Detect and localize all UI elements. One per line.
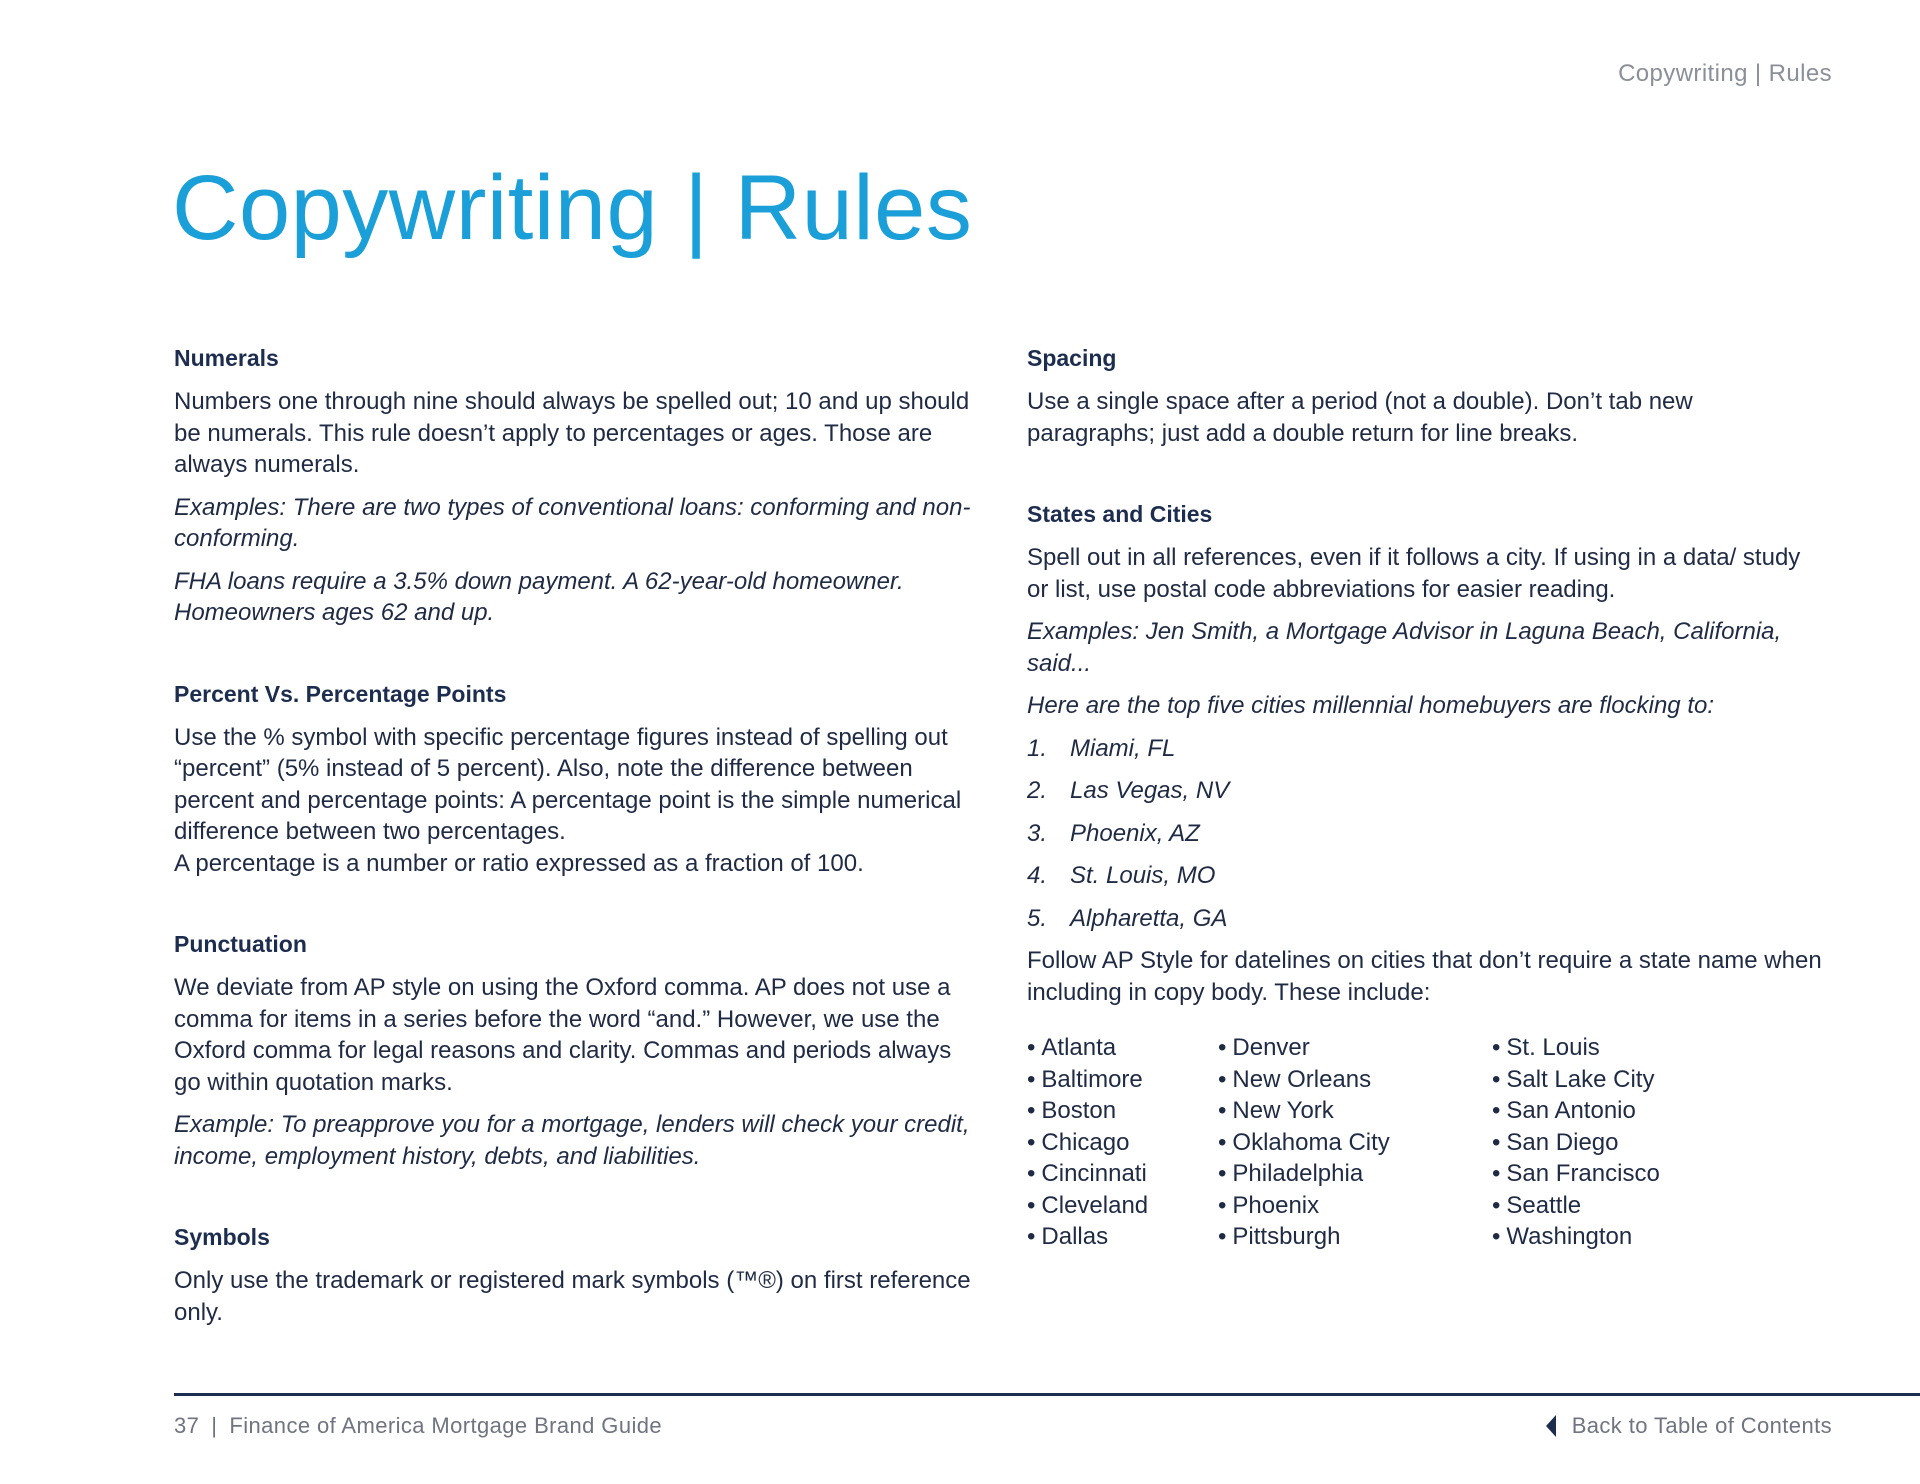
bullet: • [1027, 1128, 1036, 1156]
list-item [1218, 1064, 1492, 1096]
city-name: Seattle [1506, 1191, 1582, 1219]
running-header: Copywriting | Rules [1618, 60, 1832, 87]
city-name: Cleveland [1041, 1191, 1149, 1219]
dateline-cities [1027, 1032, 1827, 1253]
section-numerals [174, 342, 984, 629]
section-heading-symbols: Symbols [174, 1224, 270, 1250]
bullet: • [1492, 1065, 1501, 1093]
bullet: • [1218, 1128, 1227, 1156]
city-name: Alpharetta, GA [1070, 904, 1228, 932]
list-number: 3. [1027, 819, 1048, 847]
list-number: 4. [1027, 862, 1048, 889]
list-item [1027, 1190, 1218, 1222]
list-item [1492, 1221, 1792, 1253]
city-name: Atlanta [1041, 1034, 1117, 1061]
city-name: Cincinnati [1041, 1160, 1147, 1187]
section-heading-percent: Percent Vs. Percentage Points [174, 680, 507, 707]
city-name: Las Vegas, NV [1070, 777, 1230, 804]
numerals-body: Numbers one through nine should always be spelled out; 10 and up should be numerals. This rule doesn’t apply to percentages or ages. Those are always numerals. [174, 388, 970, 478]
list-item [1027, 1064, 1218, 1096]
list-item [1027, 733, 1827, 765]
bullet: • [1218, 1034, 1227, 1061]
bullet: • [1218, 1191, 1227, 1219]
page-number: 37 [174, 1413, 200, 1438]
dateline-city-column-3 [1492, 1032, 1792, 1253]
city-name: Oklahoma City [1232, 1128, 1390, 1156]
punctuation-body: We deviate from AP style on using the Oxford comma. AP does not use a comma for items in a series before the word “and.” However, we use the Oxford comma for legal reasons and clarity. Commas and periods always go within quotation marks. [174, 974, 952, 1096]
list-number: 1. [1027, 734, 1048, 762]
list-item [1027, 860, 1827, 892]
footer-divider [174, 1393, 1920, 1396]
dateline-city-column-1 [1027, 1032, 1218, 1253]
dateline-city-column-2 [1218, 1032, 1492, 1253]
bullet: • [1492, 1223, 1501, 1250]
city-name: Dallas [1041, 1223, 1109, 1250]
city-name: San Francisco [1506, 1160, 1660, 1187]
bullet: • [1027, 1223, 1036, 1250]
right-column [1027, 342, 1827, 1302]
punctuation-example: Example: To preapprove you for a mortgage, lenders will check your credit, income, employment history, debts, and liabilities. [174, 1111, 970, 1170]
section-percent [174, 678, 984, 880]
caret-left-icon [1546, 1415, 1556, 1437]
city-name: St. Louis [1506, 1034, 1600, 1061]
list-item [1027, 818, 1827, 850]
bullet: • [1492, 1097, 1501, 1124]
city-name: Philadelphia [1232, 1160, 1364, 1187]
list-item [1492, 1158, 1792, 1190]
states-example-1: Examples: Jen Smith, a Mortgage Advisor in Laguna Beach, California, said... [1027, 618, 1782, 677]
list-item [1492, 1095, 1792, 1127]
footer-page-info [174, 1413, 662, 1439]
city-name: Washington [1506, 1223, 1633, 1250]
section-heading-punctuation: Punctuation [174, 931, 307, 957]
page-title: Copywriting | Rules [172, 157, 973, 259]
states-example-2: Here are the top five cities millennial homebuyers are flocking to: [1027, 692, 1714, 719]
city-name: Baltimore [1041, 1065, 1143, 1093]
city-name: New Orleans [1232, 1065, 1372, 1093]
section-heading-numerals: Numerals [174, 345, 279, 371]
list-item [1492, 1190, 1792, 1222]
bullet: • [1218, 1223, 1227, 1250]
list-number: 5. [1027, 904, 1048, 932]
bullet: • [1218, 1097, 1227, 1124]
list-item [1027, 1032, 1218, 1064]
footer-separator: | [211, 1413, 218, 1438]
list-item [1027, 1095, 1218, 1127]
city-name: Miami, FL [1070, 734, 1176, 762]
bullet: • [1027, 1034, 1036, 1061]
bullet: • [1027, 1065, 1036, 1093]
city-name: Boston [1041, 1097, 1117, 1124]
section-heading-states-cities: States and Cities [1027, 501, 1213, 527]
dateline-note: Follow AP Style for datelines on cities that don’t require a state name when including in copy body. These include: [1027, 947, 1822, 1006]
list-item [1218, 1190, 1492, 1222]
bullet: • [1027, 1160, 1036, 1187]
list-item [1027, 1221, 1218, 1253]
bullet: • [1027, 1097, 1036, 1124]
spacing-body: Use a single space after a period (not a double). Don’t tab new paragraphs; just add a double return for line breaks. [1027, 388, 1693, 447]
section-punctuation [174, 928, 984, 1172]
numerals-example-2: FHA loans require a 3.5% down payment. A 62-year-old homeowner. Homeowners ages 62 and up. [174, 567, 904, 626]
city-name: San Antonio [1506, 1097, 1636, 1124]
list-item [1492, 1127, 1792, 1159]
list-item [1027, 1158, 1218, 1190]
percent-body-1: Use the % symbol with specific percentage figures instead of spelling out “percent” (5% instead of 5 percent). Also, note the difference between percent and percentage points: A percentage point is the simple numerical difference between two percentages. [174, 723, 962, 845]
section-symbols [174, 1221, 984, 1328]
list-item [1218, 1032, 1492, 1064]
states-body: Spell out in all references, even if it follows a city. If using in a data/ study or list, use postal code abbreviations for easier reading. [1027, 544, 1801, 603]
city-name: Pittsburgh [1232, 1223, 1341, 1250]
list-item [1027, 1127, 1218, 1159]
city-name: New York [1232, 1097, 1334, 1124]
top-cities-list [1027, 733, 1827, 935]
percent-body-2: A percentage is a number or ratio expressed as a fraction of 100. [174, 849, 864, 877]
city-name: Phoenix, AZ [1070, 819, 1200, 847]
bullet: • [1492, 1034, 1501, 1061]
bullet: • [1492, 1128, 1501, 1156]
section-heading-spacing: Spacing [1027, 345, 1117, 371]
bullet: • [1218, 1065, 1227, 1093]
list-item [1218, 1221, 1492, 1253]
back-to-toc-link[interactable] [1546, 1413, 1832, 1439]
list-item [1027, 775, 1827, 807]
city-name: Phoenix [1232, 1191, 1320, 1219]
bullet: • [1492, 1160, 1501, 1187]
symbols-body: Only use the trademark or registered mark symbols (™®) on first reference only. [174, 1267, 971, 1326]
city-name: Salt Lake City [1506, 1065, 1655, 1093]
city-name: San Diego [1506, 1128, 1619, 1156]
bullet: • [1027, 1191, 1036, 1219]
list-item [1027, 903, 1827, 935]
city-name: Chicago [1041, 1128, 1130, 1156]
numerals-example-1: Examples: There are two types of conventional loans: conforming and non-conforming. [174, 493, 971, 552]
section-spacing [1027, 342, 1827, 449]
list-item [1492, 1032, 1792, 1064]
bullet: • [1218, 1160, 1227, 1187]
city-name: St. Louis, MO [1070, 862, 1216, 889]
back-to-toc-label: Back to Table of Contents [1571, 1413, 1832, 1438]
section-states-cities [1027, 498, 1827, 1253]
list-item [1218, 1127, 1492, 1159]
left-column [174, 342, 984, 1377]
bullet: • [1492, 1191, 1501, 1219]
list-number: 2. [1027, 777, 1048, 804]
city-name: Denver [1232, 1034, 1310, 1061]
list-item [1218, 1158, 1492, 1190]
list-item [1218, 1095, 1492, 1127]
list-item [1492, 1064, 1792, 1096]
document-title: Finance of America Mortgage Brand Guide [229, 1413, 663, 1438]
